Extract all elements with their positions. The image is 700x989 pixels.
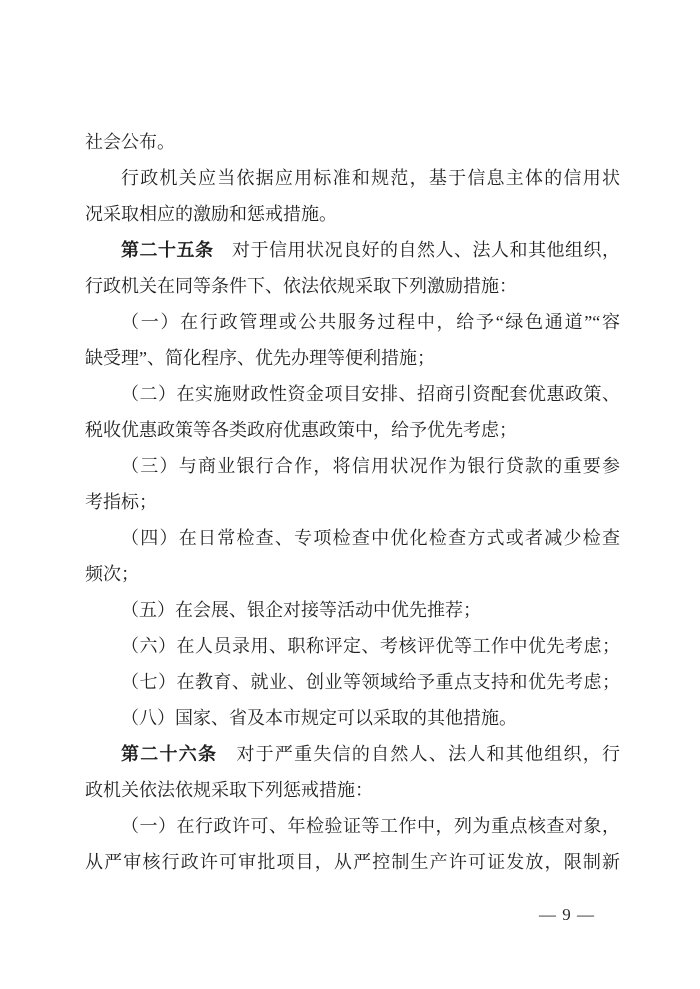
line-text: 政机关依法依规采取下列惩戒措施：	[85, 780, 373, 800]
page-number: — 9 —	[539, 905, 595, 924]
line-text: 对于信用状况良好的自然人、法人和其他组织，	[213, 240, 620, 260]
line-text: 况采取相应的激励和惩戒措施。	[85, 204, 337, 224]
text-line	[85, 628, 620, 664]
article-26-heading: 第二十六条	[121, 744, 218, 764]
line-text: 频次；	[85, 564, 139, 584]
text-line	[85, 556, 620, 592]
line-text: （二）在实施财政性资金项目安排、招商引资配套优惠政策、	[121, 384, 620, 404]
text-line	[85, 160, 620, 196]
text-line	[85, 196, 620, 232]
text-line	[85, 376, 620, 412]
line-text: 行政机关应当依据应用标准和规范，基于信息主体的信用状	[121, 168, 620, 188]
text-line	[85, 124, 620, 160]
line-text: 考指标；	[85, 492, 157, 512]
line-text: 对于严重失信的自然人、法人和其他组织，行	[217, 744, 621, 764]
text-line	[85, 232, 620, 268]
line-text: 行政机关在同等条件下、依法依规采取下列激励措施：	[85, 276, 517, 296]
line-text: 社会公布。	[85, 132, 175, 152]
line-text: （六）在人员录用、职称评定、考核评优等工作中优先考虑；	[121, 636, 620, 656]
line-text: （八）国家、省及本市规定可以采取的其他措施。	[121, 708, 517, 728]
line-text: （三）与商业银行合作，将信用状况作为银行贷款的重要参	[121, 456, 620, 476]
line-text: 缺受理”、简化程序、优先办理等便利措施；	[85, 348, 435, 368]
line-text: 从严审核行政许可审批项目，从严控制生产许可证发放，限制新	[85, 852, 620, 872]
document-body	[85, 124, 620, 880]
line-text: （七）在教育、就业、创业等领域给予重点支持和优先考虑；	[121, 672, 620, 692]
line-text: （四）在日常检查、专项检查中优化检查方式或者减少检查	[121, 528, 620, 548]
text-line	[85, 520, 620, 556]
text-line	[85, 772, 620, 808]
text-line	[85, 700, 620, 736]
text-line	[85, 736, 620, 772]
line-text: （一）在行政管理或公共服务过程中，给予“绿色通道”“容	[121, 312, 620, 332]
article-25-heading: 第二十五条	[121, 240, 214, 260]
text-line	[85, 412, 620, 448]
line-text: （五）在会展、银企对接等活动中优先推荐；	[121, 600, 481, 620]
text-line	[85, 664, 620, 700]
line-text: 税收优惠政策等各类政府优惠政策中，给予优先考虑；	[85, 420, 517, 440]
line-text: （一）在行政许可、年检验证等工作中，列为重点核查对象，	[121, 816, 620, 836]
text-line	[85, 448, 620, 484]
text-line	[85, 340, 620, 376]
text-line	[85, 484, 620, 520]
text-line	[85, 268, 620, 304]
text-line	[85, 808, 620, 844]
text-line	[85, 844, 620, 880]
text-line	[85, 304, 620, 340]
text-line	[85, 592, 620, 628]
